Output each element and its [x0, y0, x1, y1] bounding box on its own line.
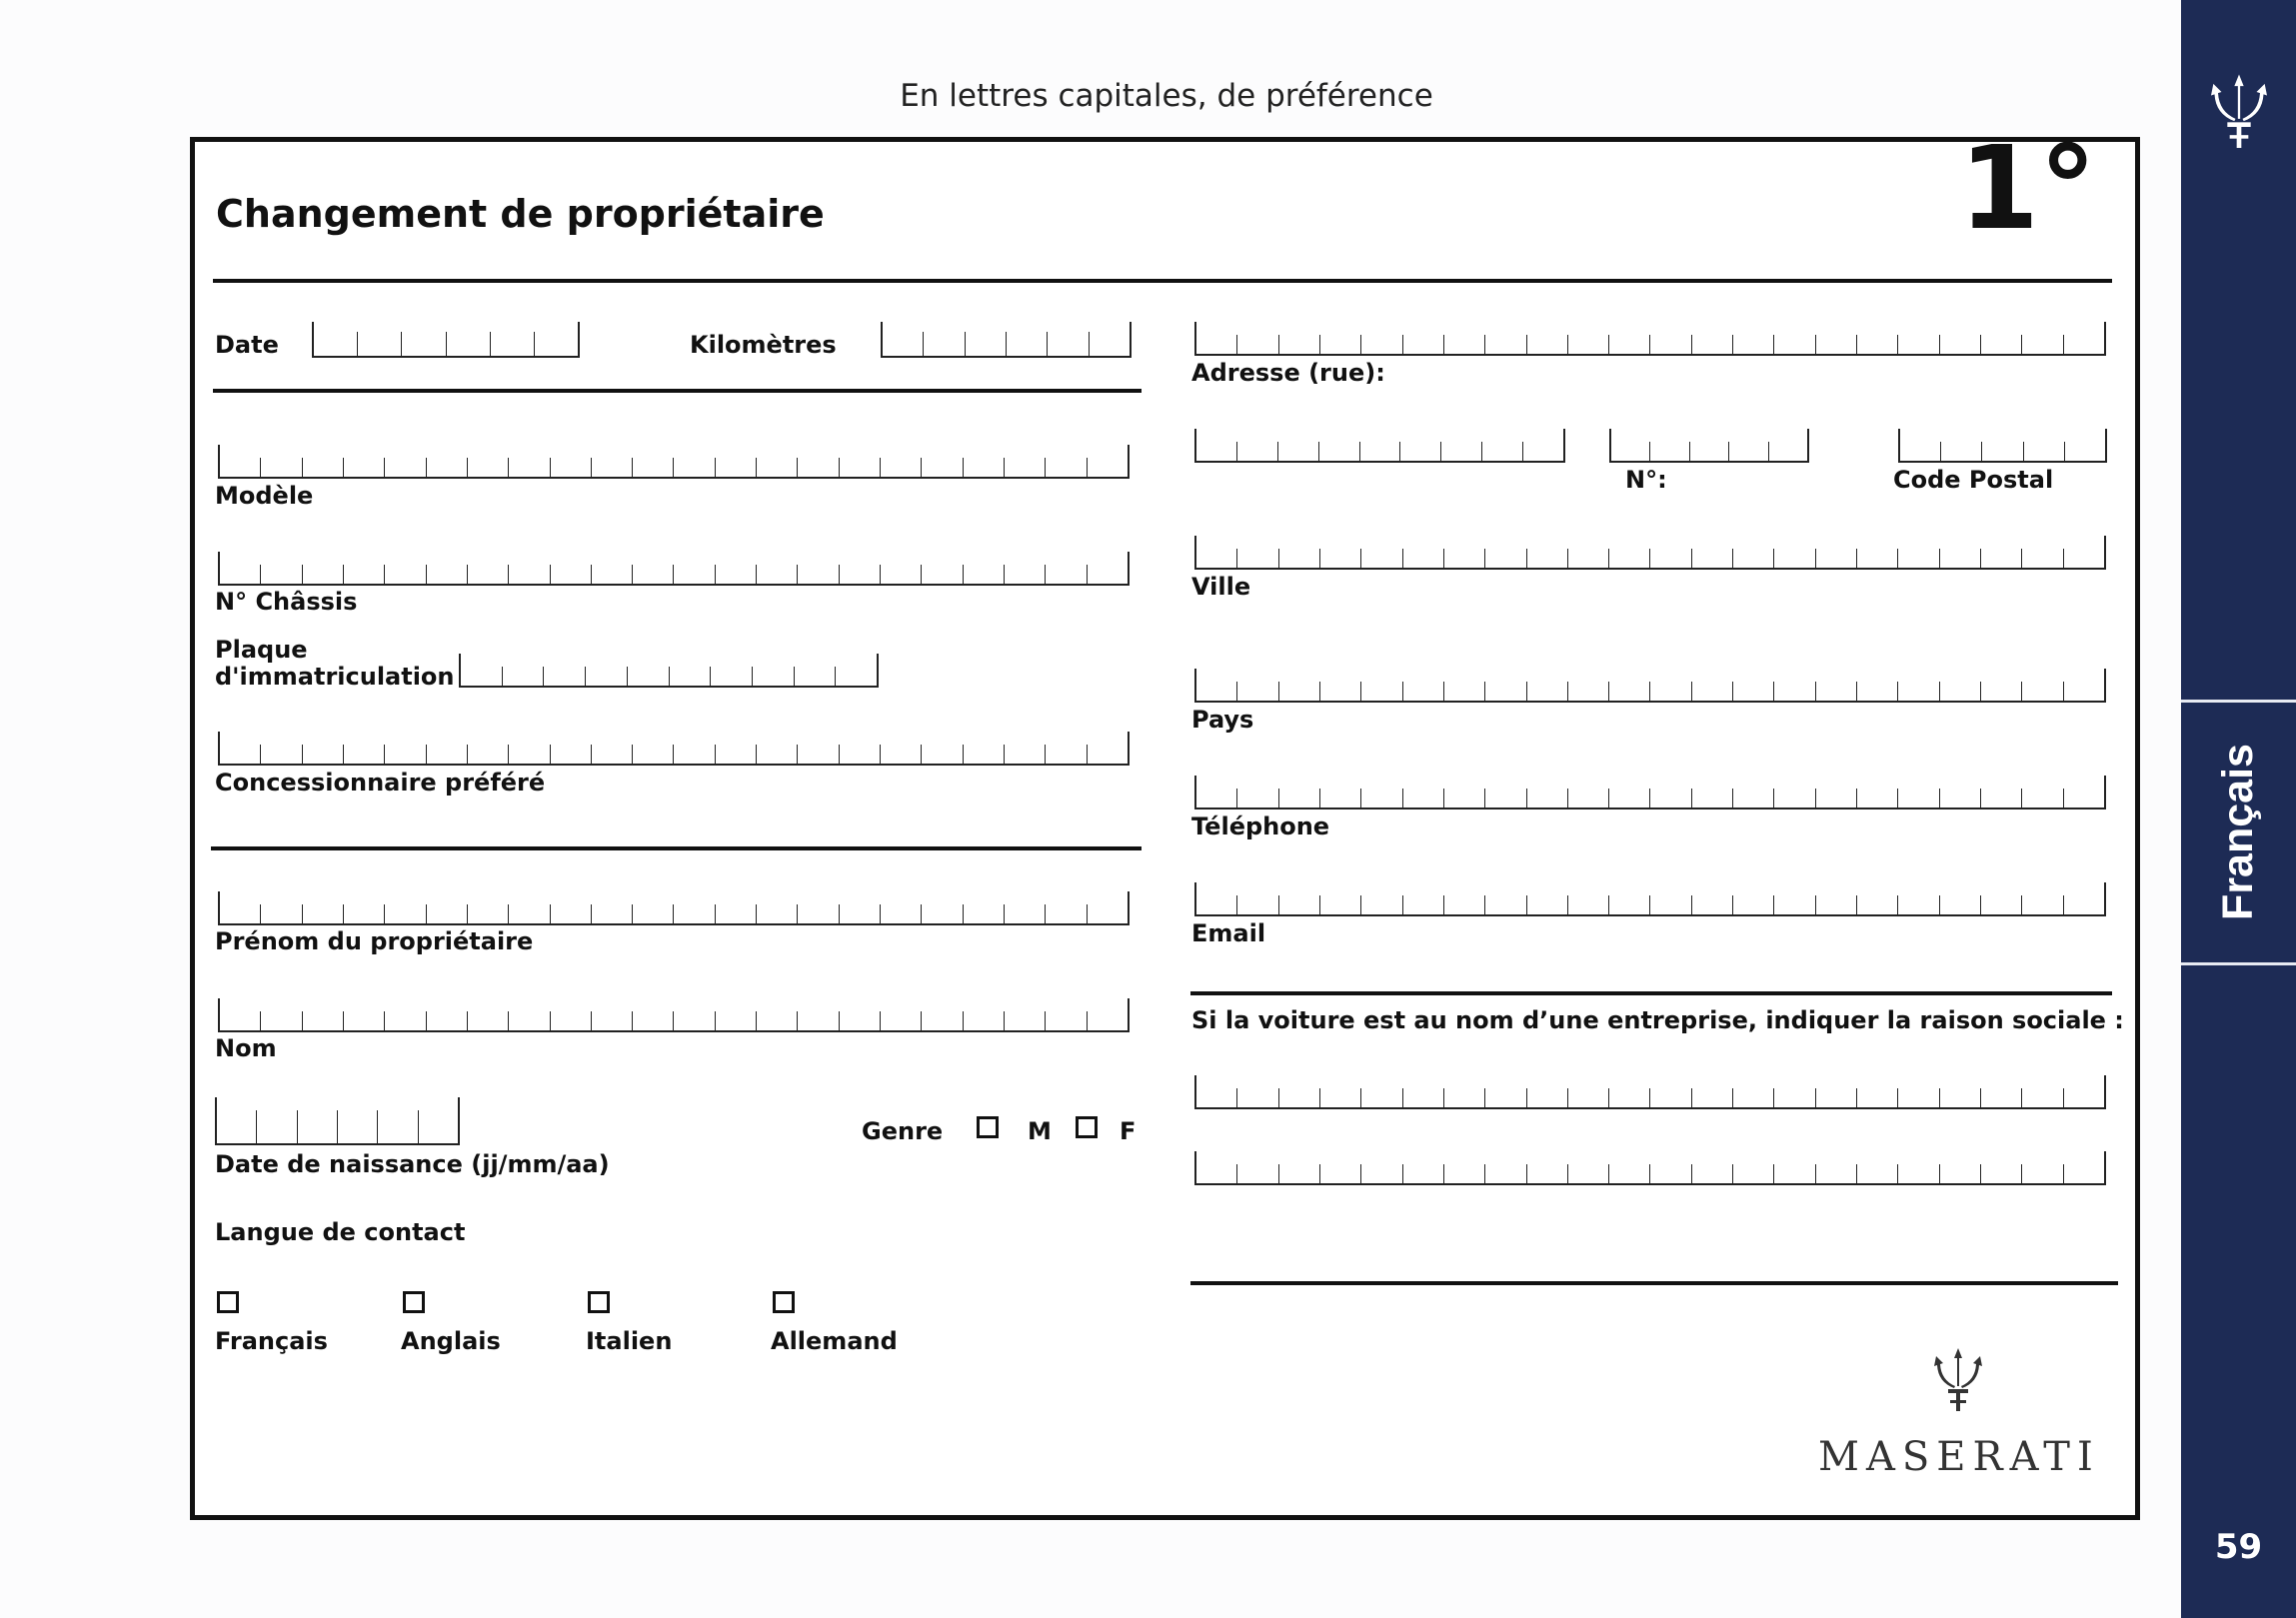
- naissance-label: Date de naissance (jj/mm/aa): [215, 1150, 610, 1178]
- pays-input[interactable]: [1194, 669, 2106, 703]
- genre-m-label: M: [1028, 1117, 1052, 1145]
- modele-input[interactable]: [218, 445, 1130, 479]
- instruction-text: En lettres capitales, de préférence: [900, 78, 1433, 114]
- sidebar-language-tab[interactable]: [2179, 700, 2296, 964]
- nom-label: Nom: [215, 1034, 277, 1062]
- ville-label: Ville: [1191, 573, 1251, 601]
- prenom-input[interactable]: [218, 891, 1130, 925]
- numero-input[interactable]: [1609, 429, 1809, 463]
- code-postal-input[interactable]: [1898, 429, 2107, 463]
- langue-label: Langue de contact: [215, 1218, 466, 1246]
- lang-allemand-checkbox[interactable]: [773, 1291, 795, 1313]
- sidebar-language-label: Français: [2213, 744, 2262, 920]
- date-input[interactable]: [312, 322, 580, 358]
- email-input[interactable]: [1194, 882, 2106, 916]
- ownership-change-form: [190, 122, 2140, 1520]
- form-title: Changement de propriétaire: [216, 192, 825, 236]
- lang-italien-label: Italien: [586, 1327, 673, 1355]
- entreprise-label: Si la voiture est au nom d’une entreprise, indiquer la raison sociale :: [1191, 1006, 2124, 1034]
- plaque-label-line1: Plaque: [215, 636, 308, 664]
- telephone-input[interactable]: [1194, 776, 2106, 809]
- kilometres-label: Kilomètres: [690, 331, 837, 359]
- lang-allemand-label: Allemand: [771, 1327, 898, 1355]
- concessionnaire-label: Concessionnaire préféré: [215, 769, 546, 797]
- kilometres-input[interactable]: [881, 322, 1132, 358]
- lang-anglais-label: Anglais: [401, 1327, 501, 1355]
- entreprise-input-1[interactable]: [1194, 1075, 2106, 1109]
- lang-francais-label: Français: [215, 1327, 328, 1355]
- modele-label: Modèle: [215, 482, 314, 510]
- trident-icon: [1928, 1346, 1988, 1416]
- page-number: 59: [2214, 1527, 2263, 1567]
- plaque-input[interactable]: [459, 654, 879, 688]
- naissance-input[interactable]: [215, 1097, 460, 1145]
- adresse-label: Adresse (rue):: [1191, 359, 1385, 387]
- date-rule: [213, 389, 1142, 393]
- telephone-label: Téléphone: [1191, 812, 1330, 840]
- genre-m-checkbox[interactable]: [977, 1116, 999, 1138]
- adresse-extra-input[interactable]: [1194, 429, 1565, 463]
- genre-f-checkbox[interactable]: [1076, 1116, 1098, 1138]
- prenom-label: Prénom du propriétaire: [215, 927, 534, 955]
- lang-italien-checkbox[interactable]: [588, 1291, 610, 1313]
- pays-label: Pays: [1191, 706, 1254, 734]
- concessionnaire-input[interactable]: [218, 732, 1130, 766]
- contact-section-rule: [1190, 991, 2112, 995]
- sidebar-trident-icon: [2204, 68, 2274, 158]
- brand-wordmark: MASERATI: [1818, 1434, 2100, 1480]
- genre-f-label: F: [1120, 1117, 1137, 1145]
- numero-label: N°:: [1625, 466, 1667, 494]
- code-postal-label: Code Postal: [1893, 466, 2054, 494]
- maserati-logo: [1818, 1346, 2098, 1480]
- chassis-input[interactable]: [218, 552, 1130, 586]
- email-label: Email: [1191, 919, 1266, 947]
- chassis-label: N° Châssis: [215, 588, 358, 616]
- plaque-label-line2: d'immatriculation: [215, 663, 455, 691]
- vehicle-section-rule: [211, 846, 1142, 850]
- genre-label: Genre: [862, 1117, 944, 1145]
- title-rule: [213, 279, 2112, 283]
- adresse-input[interactable]: [1194, 322, 2106, 356]
- ville-input[interactable]: [1194, 536, 2106, 570]
- lang-francais-checkbox[interactable]: [217, 1291, 239, 1313]
- form-number: 1°: [1959, 122, 2097, 256]
- company-section-rule: [1190, 1281, 2118, 1285]
- nom-input[interactable]: [218, 998, 1130, 1032]
- lang-anglais-checkbox[interactable]: [403, 1291, 425, 1313]
- entreprise-input-2[interactable]: [1194, 1151, 2106, 1185]
- date-label: Date: [215, 331, 279, 359]
